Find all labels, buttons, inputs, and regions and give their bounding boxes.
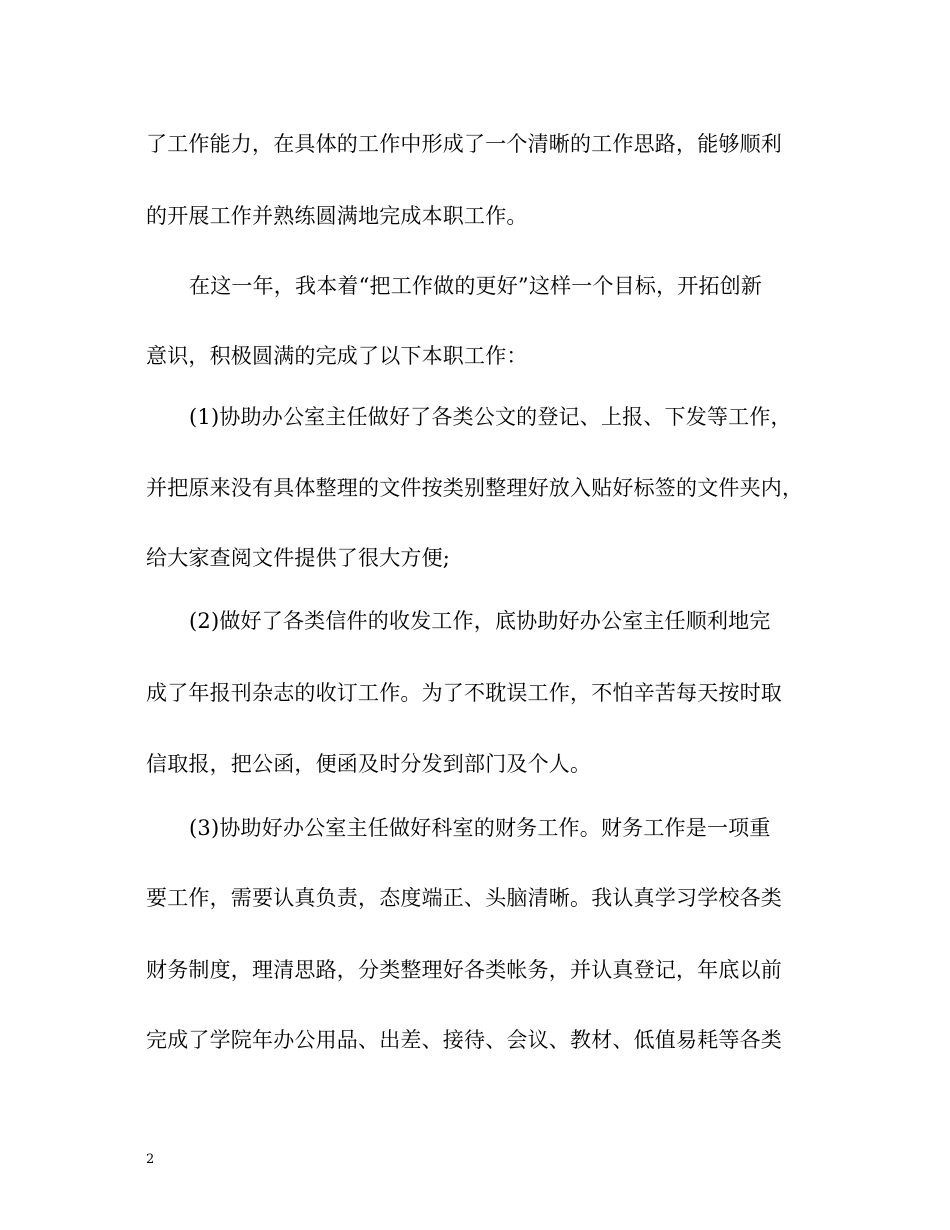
paragraph-line: (3)协助好办公室主任做好科室的财务工作。财务工作是一项重 <box>189 816 771 840</box>
paragraph-line: 成了年报刊杂志的收订工作。为了不耽误工作，不怕辛苦每天按时取 <box>146 681 782 705</box>
paragraph-line: 完成了学院年办公用品、出差、接待、会议、教材、低值易耗等各类 <box>146 1028 782 1052</box>
paragraph-line: 的开展工作并熟练圆满地完成本职工作。 <box>146 204 528 228</box>
paragraph-line: 给大家查阅文件提供了很大方便; <box>146 546 451 570</box>
paragraph-line: 了工作能力，在具体的工作中形成了一个清晰的工作思路，能够顺利 <box>146 132 782 156</box>
paragraph-line: 信取报，把公函，便函及时分发到部门及个人。 <box>146 752 592 776</box>
paragraph-line: 在这一年，我本着“把工作做的更好”这样一个目标，开拓创新 <box>189 274 763 298</box>
paragraph-line: (1)协助办公室主任做好了各类公文的登记、上报、下发等工作， <box>189 405 792 429</box>
paragraph-line: 并把原来没有具体整理的文件按类别整理好放入贴好标签的文件夹内， <box>146 476 804 500</box>
paragraph-line: 要工作，需要认真负责，态度端正、头脑清晰。我认真学习学校各类 <box>146 886 782 910</box>
paragraph-line: 财务制度，理清思路，分类整理好各类帐务，并认真登记，年底以前 <box>146 958 782 982</box>
paragraph-line: (2)做好了各类信件的收发工作，底协助好办公室主任顺利地完 <box>189 609 771 633</box>
paragraph-line: 意识，积极圆满的完成了以下本职工作： <box>146 344 528 368</box>
page-number: 2 <box>146 1152 155 1167</box>
